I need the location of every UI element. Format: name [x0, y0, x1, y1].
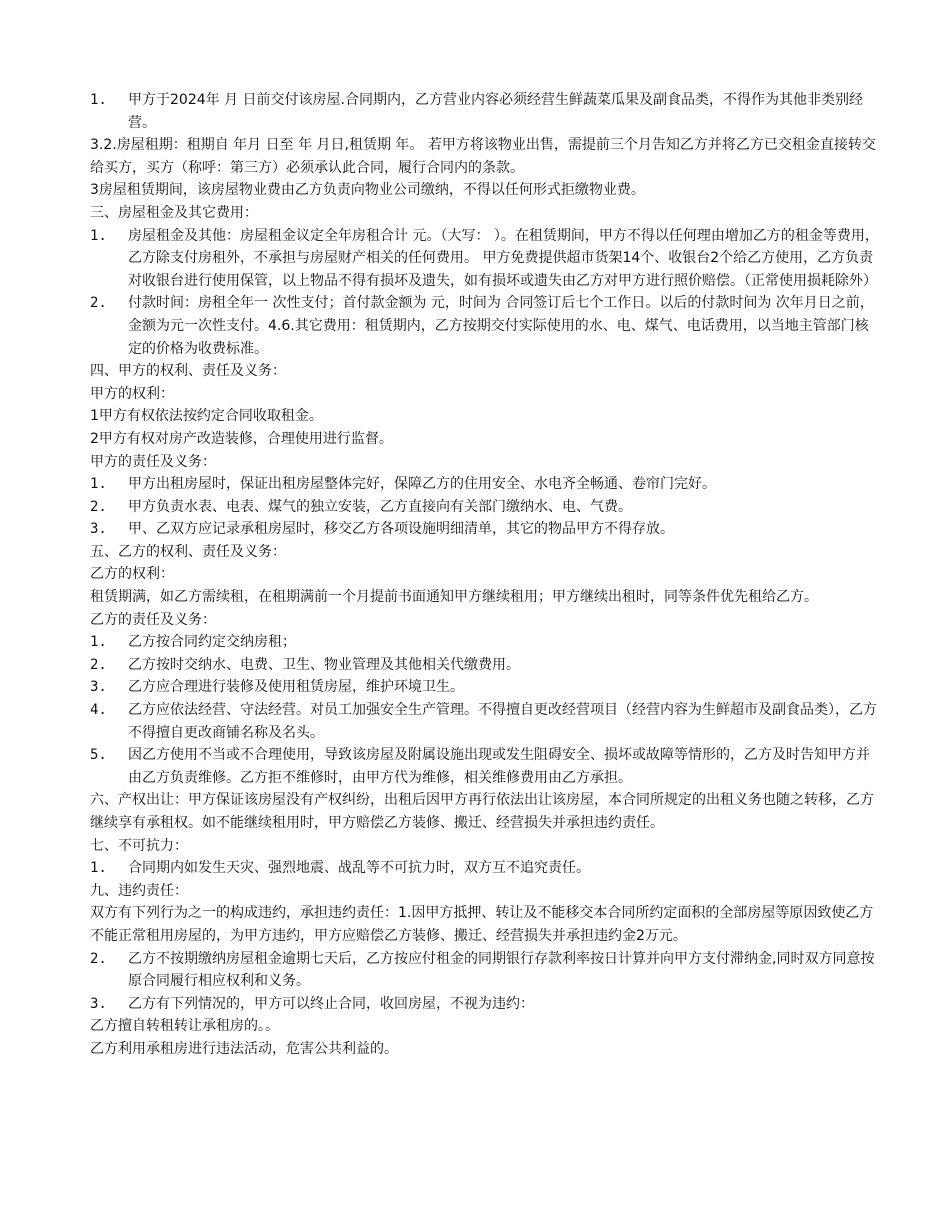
paragraph — [90, 134, 880, 179]
paragraph — [90, 609, 880, 632]
clause-number: 1. — [90, 92, 107, 108]
clause-number: 3. — [90, 995, 107, 1012]
paragraph — [90, 789, 880, 834]
clause-text: 三、房屋租金及其它费用： — [90, 204, 258, 221]
numbered-clause — [90, 292, 880, 360]
clause-text: 因乙方使用不当或不合理使用，导致该房屋及附属设施出现或发生阻碍安全、损坏或故障等情形的，乙方及时告知甲方并由乙方负责维修。乙方拒不维修时，由甲方代为维修，相关维修费用由乙方承担。 — [128, 747, 870, 786]
paragraph — [90, 405, 880, 428]
paragraph — [90, 1038, 880, 1061]
paragraph — [90, 835, 880, 858]
clause-text: 甲方的责任及义务： — [90, 453, 216, 470]
paragraph — [90, 428, 880, 451]
clause-text: 2甲方有权对房产改造装修，合理使用进行监督。 — [90, 430, 393, 447]
clause-number: 2. — [90, 950, 107, 967]
numbered-clause — [90, 676, 880, 699]
paragraph — [90, 541, 880, 564]
clause-number: 3. — [90, 679, 107, 696]
numbered-clause — [90, 857, 880, 880]
clause-text: 乙方利用承租房进行违法活动，危害公共利益的。 — [90, 1040, 398, 1057]
numbered-clause — [90, 699, 880, 744]
clause-text: 甲方的权利： — [90, 385, 174, 402]
clause-number: 2. — [90, 295, 107, 312]
paragraph — [90, 586, 880, 609]
paragraph — [90, 383, 880, 406]
clause-text: 甲方负责水表、电表、煤气的独立安装，乙方直接向有关部门缴纳水、电、气费。 — [128, 498, 632, 515]
numbered-clause — [90, 89, 880, 134]
clause-number: 1. — [90, 476, 107, 493]
clause-text: 五、乙方的权利、责任及义务： — [90, 543, 286, 560]
contract-body — [90, 89, 880, 1061]
clause-text: 租赁期满，如乙方需续租，在租期满前一个月提前书面通知甲方继续租用；甲方继续出租时，同等条件优先租给乙方。 — [90, 589, 818, 606]
numbered-clause — [90, 744, 880, 789]
clause-text: 乙方应合理进行装修及使用租赁房屋，维护环境卫生。 — [128, 679, 464, 696]
clause-text: 1甲方有权依法按约定合同收取租金。 — [90, 408, 323, 425]
clause-text: 双方有下列行为之一的构成违约，承担违约责任：1.因甲方抵押、转让及不能移交本合同所约定面积的全部房屋等原因致使乙方不能正常租用房屋的，为甲方违约，甲方应赔偿乙方装修、搬迁、经营损失并承担违约金2万元。 — [90, 905, 874, 944]
clause-text: 甲、乙双方应记录承租房屋时，移交乙方各项设施明细清单，其它的物品甲方不得存放。 — [128, 521, 674, 538]
numbered-clause — [90, 631, 880, 654]
clause-text: 乙方按时交纳水、电费、卫生、物业管理及其他相关代缴费用。 — [128, 656, 520, 673]
paragraph — [90, 880, 880, 903]
clause-text: 3.2.房屋租期：租期自 年月 日至 年 月日,租赁期 年。 若甲方将该物业出售，需提前三个月告知乙方并将乙方已交租金直接转交给买方，买方（称呼：第三方）必须承认此合同，履行合同内的条款。 — [90, 137, 876, 176]
clause-text: 四、甲方的权利、责任及义务： — [90, 363, 286, 380]
clause-text: 合同期内如发生天灾、强烈地震、战乱等不可抗力时，双方互不追究责任。 — [128, 860, 590, 877]
paragraph — [90, 451, 880, 474]
clause-number: 1. — [90, 860, 107, 877]
paragraph — [90, 563, 880, 586]
numbered-clause — [90, 993, 880, 1016]
clause-text: 六、产权出让：甲方保证该房屋没有产权纠纷，出租后因甲方再行依法出让该房屋，本合同所规定的出租义务也随之转移，乙方继续享有承租权。如不能继续租用时，甲方赔偿乙方装修、搬迁、经营损失并承担违约责任。 — [90, 792, 874, 831]
clause-number: 3. — [90, 521, 107, 538]
paragraph — [90, 202, 880, 225]
clause-number: 2. — [90, 656, 107, 673]
paragraph — [90, 179, 880, 202]
clause-text: 乙方的责任及义务： — [90, 611, 216, 628]
clause-text: 九、违约责任： — [90, 882, 188, 899]
numbered-clause — [90, 654, 880, 677]
clause-number: 2. — [90, 498, 107, 515]
clause-text: 付款时间：房租全年一 次性支付；首付款金额为 元，时间为 合同签订后七个工作日。以后的付款时间为 次年月日之前，金额为元一次性支付。4.6.其它费用：租赁期内，乙方按期交付实际使用的水、电、煤气、电话费用，以当地主管部门核定的价格为收费标准。 — [128, 295, 874, 357]
clause-number: 1. — [90, 227, 107, 244]
clause-text: 乙方不按期缴纳房屋租金逾期七天后，乙方按应付租金的同期银行存款利率按日计算并向甲方支付滞纳金,同时双方同意按原合同履行相应权利和义务。 — [128, 950, 875, 990]
clause-number: 5. — [90, 747, 107, 764]
clause-text: 乙方按合同约定交纳房租； — [128, 634, 296, 651]
clause-text: 乙方应依法经营、守法经营。对员工加强安全生产管理。不得擅自更改经营项目（经营内容为生鲜超市及副食品类），乙方不得擅自更改商铺名称及名头。 — [128, 702, 877, 741]
clause-text: 甲方于2024年 月 日前交付该房屋.合同期内，乙方营业内容必须经营生鲜蔬菜瓜果及副食品类，不得作为其他非类别经营。 — [128, 92, 863, 131]
paragraph — [90, 902, 880, 947]
numbered-clause — [90, 496, 880, 519]
numbered-clause — [90, 518, 880, 541]
clause-number: 4. — [90, 702, 107, 719]
paragraph — [90, 360, 880, 383]
paragraph — [90, 1015, 880, 1038]
clause-text: 乙方的权利： — [90, 566, 174, 583]
clause-text: 乙方有下列情况的，甲方可以终止合同，收回房屋，不视为违约： — [128, 995, 534, 1012]
clause-text: 3房屋租赁期间，该房屋物业费由乙方负责向物业公司缴纳，不得以任何形式拒缴物业费。 — [90, 182, 645, 199]
numbered-clause — [90, 948, 880, 993]
clause-text: 七、不可抗力： — [90, 837, 188, 854]
clause-text: 乙方擅自转租转让承租房的。。 — [90, 1018, 279, 1035]
clause-text: 甲方出租房屋时，保证出租房屋整体完好，保障乙方的住用安全、水电齐全畅通、卷帘门完好。 — [128, 476, 716, 493]
numbered-clause — [90, 473, 880, 496]
numbered-clause — [90, 225, 880, 293]
clause-text: 房屋租金及其他：房屋租金议定全年房租合计 元。（大写： ）。在租赁期间，甲方不得以任何理由增加乙方的租金等费用，乙方除支付房租外，不承担与房屋财产相关的任何费用。 甲方免费提供超市货架14个、收银台2个给乙方使用，乙方负责对收银台进行使用保管，以上物品不得有损坏及遗失，如有损坏或遗失由乙方对甲方进行照价赔偿。（正常使用损耗除外） — [128, 227, 879, 289]
clause-number: 1. — [90, 634, 107, 651]
